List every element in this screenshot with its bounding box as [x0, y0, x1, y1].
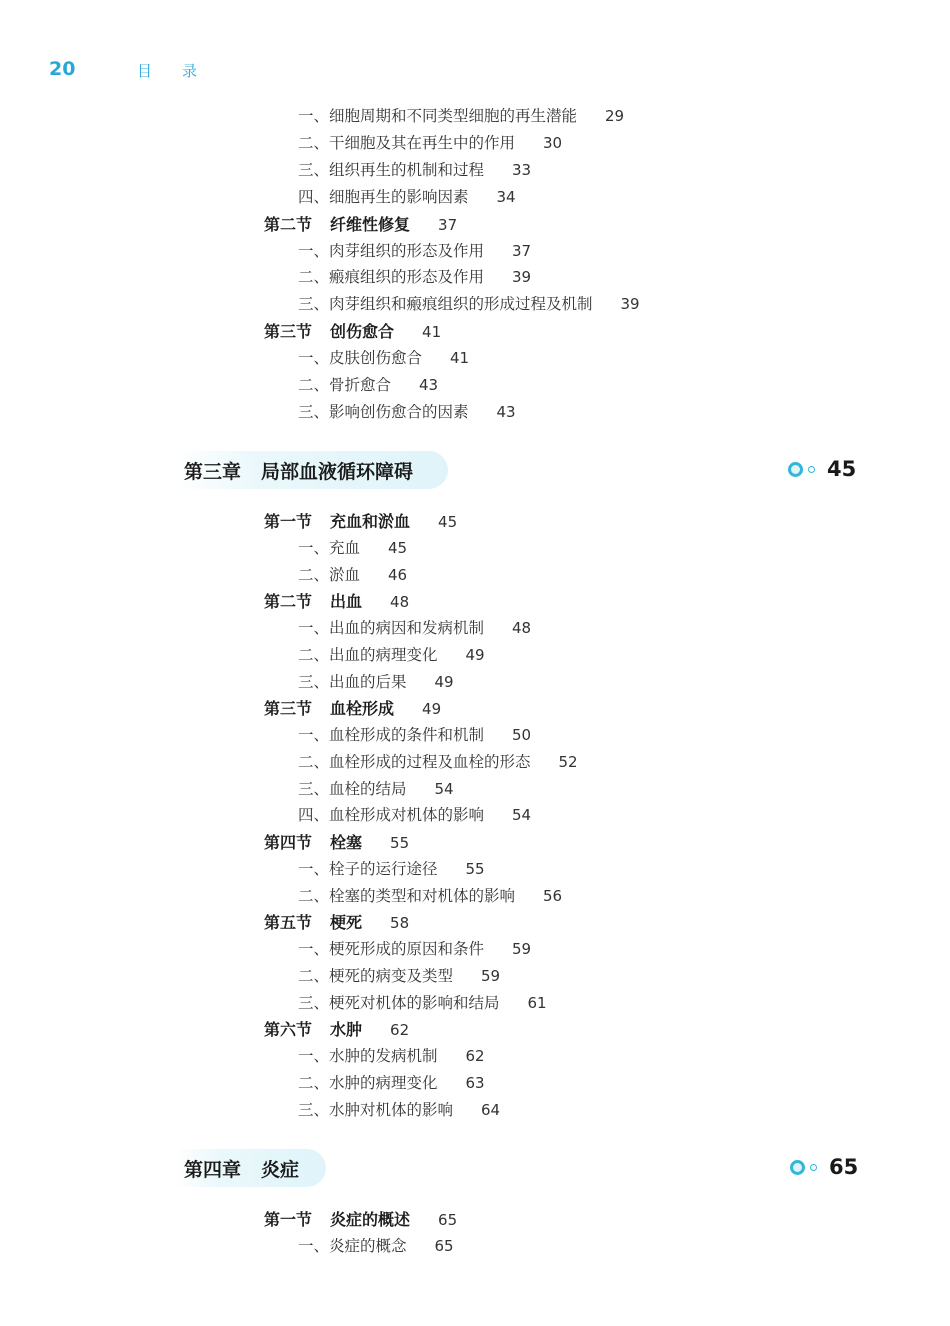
item-title: 二、瘢痕组织的形态及作用	[298, 268, 485, 287]
item-title: 一、炎症的概念	[298, 1237, 407, 1255]
item-title: 二、血栓形成的过程及血栓的形态	[298, 752, 531, 771]
item-title: 三、组织再生的机制和过程	[298, 160, 485, 179]
toc-item[interactable]	[298, 351, 469, 367]
page-ref: 59	[512, 940, 532, 958]
toc-item[interactable]	[298, 621, 531, 637]
header-char: 目	[137, 62, 153, 80]
toc-item[interactable]	[298, 297, 640, 313]
toc-section[interactable]	[264, 324, 441, 340]
page-ref: 46	[388, 565, 408, 584]
section-title: 炎症的概述	[330, 1210, 411, 1229]
toc-item[interactable]	[298, 808, 531, 824]
page-number: 20	[49, 58, 76, 80]
toc-item[interactable]	[298, 859, 485, 878]
item-title: 二、骨折愈合	[298, 376, 392, 394]
toc-section[interactable]	[264, 214, 458, 234]
page-ref: 29	[605, 107, 625, 125]
item-title: 三、血栓的结局	[298, 779, 407, 798]
page-ref: 43	[419, 376, 439, 394]
item-title: 一、血栓形成的条件和机制	[298, 726, 485, 744]
toc-item[interactable]	[298, 993, 547, 1012]
toc-item[interactable]	[298, 538, 408, 557]
toc-item[interactable]	[298, 565, 408, 584]
page-ref: 39	[512, 268, 532, 287]
toc-item[interactable]	[298, 942, 531, 958]
toc-section[interactable]	[264, 1022, 409, 1038]
section-number: 第二节	[264, 214, 313, 234]
toc-item[interactable]	[298, 378, 438, 394]
bullet-dot-icon	[790, 1160, 805, 1175]
chapter-number: 第四章	[184, 1158, 242, 1181]
page-ref: 64	[481, 1100, 501, 1119]
page-ref: 52	[558, 752, 578, 771]
page-ref: 45	[438, 513, 458, 531]
bullet-dot-icon	[808, 466, 815, 473]
item-title: 二、栓塞的类型和对机体的影响	[298, 886, 516, 905]
chapter-number: 第三章	[184, 460, 242, 483]
item-title: 二、淤血	[298, 565, 361, 584]
section-number: 第三节	[264, 699, 313, 719]
toc-item[interactable]	[298, 109, 624, 125]
toc-section[interactable]	[264, 594, 409, 610]
toc-section[interactable]	[264, 835, 409, 851]
bullet-dot-icon	[788, 462, 803, 477]
item-title: 二、干细胞及其在再生中的作用	[298, 133, 516, 152]
chapter-page-number: 65	[829, 1155, 859, 1179]
page-ref: 34	[496, 187, 516, 206]
page-ref: 58	[390, 914, 410, 933]
page-ref: 43	[496, 402, 516, 421]
toc-item[interactable]	[298, 160, 532, 179]
page-ref: 55	[465, 859, 485, 878]
page-ref: 56	[543, 886, 563, 905]
bullet-dot-icon	[810, 1164, 817, 1171]
page-ref: 65	[434, 1237, 454, 1255]
item-title: 二、梗死的病变及类型	[298, 966, 454, 985]
item-title: 三、影响创伤愈合的因素	[298, 402, 469, 421]
toc-item[interactable]	[298, 779, 454, 798]
toc-section[interactable]	[264, 1212, 457, 1228]
toc-item[interactable]	[298, 241, 532, 260]
item-title: 三、水肿对机体的影响	[298, 1100, 454, 1119]
toc-item[interactable]	[298, 270, 531, 286]
section-number: 第一节	[264, 1210, 313, 1229]
section-number: 第一节	[264, 512, 313, 531]
section-number: 第二节	[264, 592, 313, 612]
section-title: 纤维性修复	[330, 214, 411, 234]
item-title: 一、梗死形成的原因和条件	[298, 940, 485, 958]
header-char: 录	[182, 62, 198, 80]
item-title: 二、水肿的病理变化	[298, 1073, 438, 1092]
item-title: 二、出血的病理变化	[298, 645, 438, 664]
toc-item[interactable]	[298, 187, 516, 206]
item-title: 四、细胞再生的影响因素	[298, 187, 469, 206]
item-title: 一、栓子的运行途径	[298, 859, 438, 878]
toc-item[interactable]	[298, 672, 454, 691]
page-ref: 41	[450, 349, 470, 368]
page-ref: 49	[422, 700, 442, 719]
page-ref: 50	[512, 726, 532, 744]
toc-item[interactable]	[298, 1239, 454, 1255]
item-title: 一、肉芽组织的形态及作用	[298, 241, 485, 260]
toc-item[interactable]	[298, 645, 485, 664]
running-header-title	[137, 60, 227, 81]
item-title: 三、肉芽组织和瘢痕组织的形成过程及机制	[298, 295, 593, 314]
toc-item[interactable]	[298, 402, 516, 421]
item-title: 三、梗死对机体的影响和结局	[298, 993, 500, 1012]
page-ref: 39	[620, 295, 640, 314]
toc-item[interactable]	[298, 966, 501, 985]
chapter-page-number: 45	[827, 457, 857, 481]
item-title: 四、血栓形成对机体的影响	[298, 806, 485, 825]
section-title: 充血和淤血	[330, 512, 411, 531]
item-title: 一、充血	[298, 538, 361, 557]
item-title: 三、出血的后果	[298, 672, 407, 691]
section-title: 血栓形成	[330, 699, 395, 719]
chapter-title: 炎症	[261, 1158, 300, 1181]
page-ref: 59	[481, 966, 501, 985]
section-number: 第四节	[264, 833, 313, 852]
page-ref: 30	[543, 133, 563, 152]
section-number: 第六节	[264, 1020, 313, 1040]
toc-section[interactable]	[264, 915, 409, 931]
page-ref: 37	[438, 215, 458, 234]
page-ref: 55	[390, 834, 410, 852]
page-ref: 45	[388, 538, 408, 557]
page-ref: 41	[422, 323, 442, 342]
section-title: 栓塞	[330, 833, 363, 852]
toc-item[interactable]	[298, 1073, 485, 1092]
toc-item[interactable]	[298, 133, 563, 152]
toc-item[interactable]	[298, 1049, 485, 1065]
chapter-heading-4[interactable]	[176, 1149, 299, 1187]
page-ref: 62	[465, 1047, 485, 1065]
toc-item[interactable]	[298, 1100, 501, 1119]
chapter-page-4	[790, 1155, 858, 1179]
page-ref: 37	[512, 241, 532, 260]
page-ref: 65	[438, 1211, 458, 1229]
section-number: 第五节	[264, 913, 313, 933]
toc-section[interactable]	[264, 701, 441, 717]
item-title: 一、皮肤创伤愈合	[298, 349, 423, 368]
section-title: 出血	[330, 592, 363, 612]
page-ref: 49	[465, 645, 485, 664]
toc-section[interactable]	[264, 514, 457, 530]
chapter-title: 局部血液循环障碍	[261, 460, 414, 483]
page-ref: 61	[527, 993, 547, 1012]
section-title: 创伤愈合	[330, 322, 395, 342]
section-title: 梗死	[330, 913, 363, 933]
page-ref: 54	[512, 806, 532, 825]
toc-item[interactable]	[298, 886, 563, 905]
section-title: 水肿	[330, 1020, 363, 1040]
page-ref: 33	[512, 160, 532, 179]
item-title: 一、细胞周期和不同类型细胞的再生潜能	[298, 107, 578, 125]
chapter-page-3	[788, 457, 856, 481]
section-number: 第三节	[264, 322, 313, 342]
item-title: 一、出血的病因和发病机制	[298, 619, 485, 637]
page-ref: 62	[390, 1021, 410, 1040]
page-ref: 63	[465, 1073, 485, 1092]
page-ref: 48	[512, 619, 532, 637]
page-ref: 48	[390, 593, 410, 612]
chapter-heading-3[interactable]	[176, 451, 413, 489]
toc-item[interactable]	[298, 752, 578, 771]
page-ref: 54	[434, 779, 454, 798]
toc-item[interactable]	[298, 728, 531, 744]
item-title: 一、水肿的发病机制	[298, 1047, 438, 1065]
page-ref: 49	[434, 672, 454, 691]
